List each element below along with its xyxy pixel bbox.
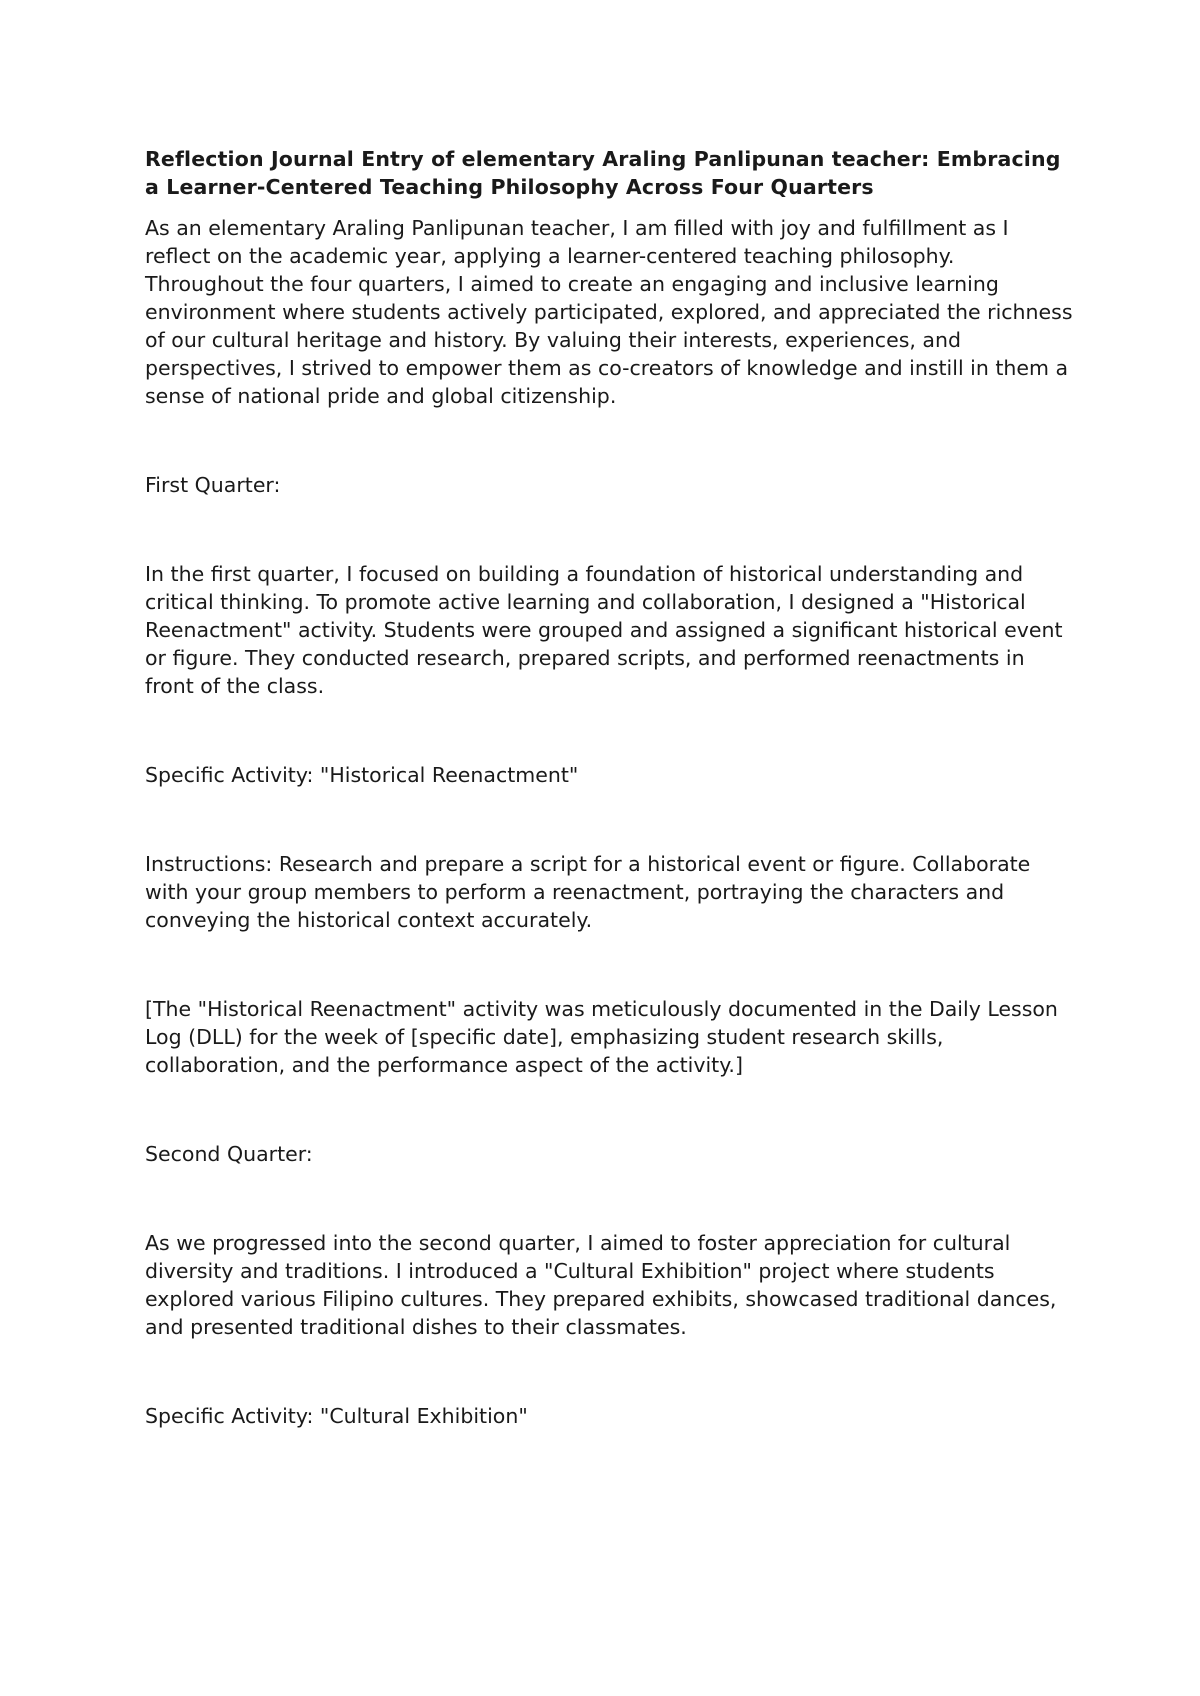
- first-quarter-activity: Specific Activity: "Historical Reenactment": [145, 763, 579, 787]
- first-quarter-instructions: Instructions: Research and prepare a script for a historical event or figure. Collaborate with your group members to perform a reenactment, portraying the characters and conveying the historical context accurately.: [145, 852, 1031, 932]
- first-quarter-paragraph: In the first quarter, I focused on building a foundation of historical understanding and critical thinking. To promote active learning and collaboration, I designed a "Historical Reenactment" activity. Students were grouped and assigned a significant historical event or figure. They conducted research, prepared scripts, and performed reenactments in front of the class.: [145, 562, 1063, 698]
- document-page: [145, 145, 1075, 1430]
- second-quarter-heading: Second Quarter:: [145, 1142, 313, 1166]
- second-quarter-activity: Specific Activity: "Cultural Exhibition": [145, 1404, 528, 1428]
- document-title: Reflection Journal Entry of elementary Araling Panlipunan teacher: Embracing a Learner-Centered Teaching Philosophy Across Four Quarters: [145, 147, 1061, 199]
- second-quarter-paragraph: As we progressed into the second quarter, I aimed to foster appreciation for cultural diversity and traditions. I introduced a "Cultural Exhibition" project where students explored various Filipino cultures. They prepared exhibits, showcased traditional dances, and presented traditional dishes to their classmates.: [145, 1231, 1057, 1339]
- intro-paragraph: As an elementary Araling Panlipunan teacher, I am filled with joy and fulfillment as I reflect on the academic year, applying a learner-centered teaching philosophy. Throughout the four quarters, I aimed to create an engaging and inclusive learning environment where students actively participated, explored, and appreciated the richness of our cultural heritage and history. By valuing their interests, experiences, and perspectives, I strived to empower them as co-creators of knowledge and instill in them a sense of national pride and global citizenship.: [145, 216, 1073, 408]
- first-quarter-dll-note: [The "Historical Reenactment" activity was meticulously documented in the Daily Lesson Log (DLL) for the week of [specific date], emphasizing student research skills, collaboration, and the performance aspect of the activity.]: [145, 997, 1058, 1077]
- first-quarter-heading: First Quarter:: [145, 473, 281, 497]
